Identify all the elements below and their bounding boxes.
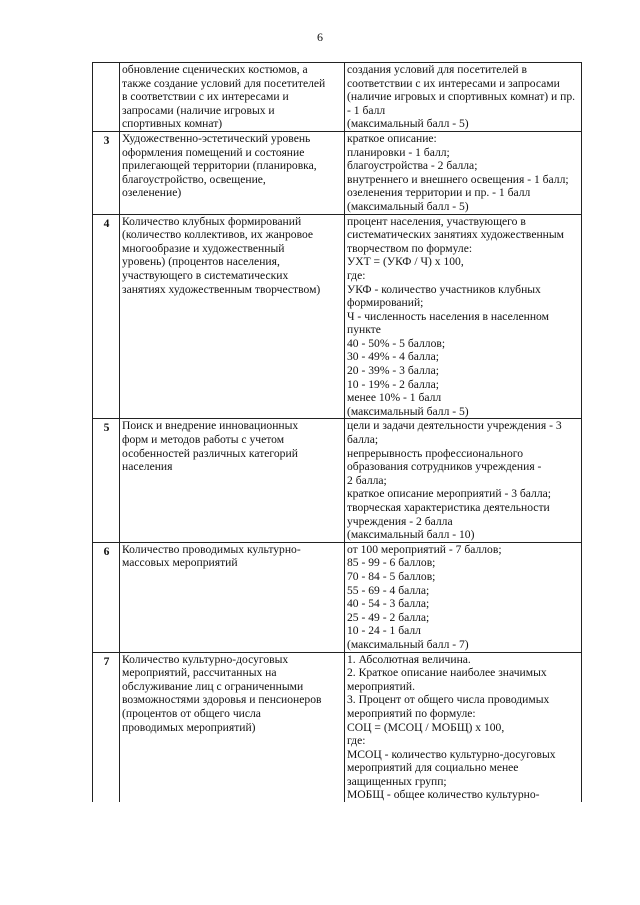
description-line: СОЦ = (МСОЦ / МОБЩ) x 100, (347, 720, 505, 734)
criterion-line: особенностей различных категорий (122, 446, 298, 460)
criterion-line: Поиск и внедрение инновационных (122, 419, 299, 433)
description-line: 55 - 69 - 4 балла; (347, 583, 430, 597)
description-line: 2 балла; (347, 473, 387, 487)
description-line: (максимальный балл - 7) (347, 637, 469, 651)
criterion-cell (120, 63, 345, 132)
scoring-description-cell (345, 542, 582, 652)
description-line: 70 - 84 - 5 баллов; (347, 569, 436, 583)
criterion-cell (120, 214, 345, 419)
description-line: 10 - 19% - 2 балла; (347, 377, 439, 391)
scoring-description-cell (345, 63, 582, 132)
description-line: процент населения, участвующего в (347, 214, 526, 228)
description-line: 85 - 99 - 6 баллов; (347, 556, 436, 570)
criterion-line: Художественно-эстетический уровень (122, 131, 311, 145)
scoring-description-cell (345, 652, 582, 802)
criterion-line: оформления помещений и состояние (122, 145, 305, 159)
description-line: непрерывность профессионального (347, 446, 524, 460)
criterion-line: Количество культурно-досуговых (122, 652, 289, 666)
criterion-line: Количество клубных формирований (122, 214, 302, 228)
criterion-line: озеленение) (122, 186, 182, 200)
criterion-line: Количество проводимых культурно- (122, 542, 301, 556)
description-line: УХТ = (УКФ / Ч) x 100, (347, 255, 464, 269)
criteria-table (92, 62, 582, 802)
description-line: внутреннего и внешнего освещения - 1 балл; (347, 172, 569, 186)
description-line: формирований; (347, 296, 424, 310)
table-row (93, 419, 582, 542)
description-line: творчеством по формуле: (347, 241, 473, 255)
description-line: (максимальный балл - 5) (347, 404, 469, 418)
description-line: озеленения территории и пр. - 1 балл (347, 186, 531, 200)
description-line: (максимальный балл - 10) (347, 528, 475, 542)
criterion-line: возможностями здоровья и пенсионеров (122, 693, 322, 707)
description-line: систематических занятиях художественным (347, 228, 565, 242)
scoring-description-cell (345, 131, 582, 214)
description-line: 40 - 54 - 3 балла; (347, 597, 430, 611)
description-line: (максимальный балл - 5) (347, 199, 469, 213)
criterion-line: в соответствии с их интересами и (122, 90, 289, 104)
description-line: создания условий для посетителей в (347, 63, 527, 76)
criterion-line: проводимых мероприятий) (122, 720, 256, 734)
criterion-cell (120, 419, 345, 542)
table-row (93, 214, 582, 419)
description-line: планировки - 1 балл; (347, 145, 450, 159)
description-line: мероприятий по формуле: (347, 706, 476, 720)
scoring-description-cell (345, 214, 582, 419)
description-line: 40 - 50% - 5 баллов; (347, 336, 446, 350)
description-line: УКФ - количество участников клубных (347, 282, 541, 296)
description-line: благоустройства - 2 балла; (347, 159, 478, 173)
criterion-line: запросами (наличие игровых и (122, 103, 275, 117)
description-line: 3. Процент от общего числа проводимых (347, 693, 550, 707)
page-number: 6 (317, 30, 323, 44)
criterion-line: (процентов от общего числа (122, 706, 261, 720)
description-line: соответствии с их интересами и запросами (347, 76, 560, 90)
row-number: 3 (93, 131, 120, 214)
criterion-line: (количество коллективов, их жанровое (122, 228, 314, 242)
row-number: 6 (93, 542, 120, 652)
description-line: (наличие игровых и спортивных комнат) и пр. (347, 90, 576, 104)
description-line: где: (347, 734, 366, 748)
table-row (93, 131, 582, 214)
table-row (93, 542, 582, 652)
criterion-line: занятиях художественным творчеством) (122, 282, 321, 296)
description-line: 1. Абсолютная величина. (347, 652, 471, 666)
description-line: 10 - 24 - 1 балл (347, 624, 421, 638)
criterion-line: многообразие и художественный (122, 241, 285, 255)
description-line: балла; (347, 433, 379, 447)
criterion-line: благоустройство, освещение, (122, 172, 266, 186)
table-row (93, 63, 582, 132)
criterion-line: участвующего в систематических (122, 268, 289, 282)
description-line: МСОЦ - количество культурно-досуговых (347, 747, 556, 761)
row-number: 5 (93, 419, 120, 542)
description-line: где: (347, 268, 366, 282)
description-line: краткое описание: (347, 131, 437, 145)
description-line: образования сотрудников учреждения - (347, 460, 542, 474)
description-line: 2. Краткое описание наиболее значимых (347, 666, 547, 680)
criterion-line: форм и методов работы с учетом (122, 433, 285, 447)
description-line: 30 - 49% - 4 балла; (347, 350, 439, 364)
criterion-line: обновление сценических костюмов, а (122, 63, 308, 76)
criterion-line: спортивных комнат) (122, 117, 223, 131)
description-line: мероприятий для социально менее (347, 761, 519, 775)
description-line: 20 - 39% - 3 балла; (347, 364, 439, 378)
criterion-cell (120, 652, 345, 802)
criterion-line: мероприятий, рассчитанных на (122, 666, 277, 680)
description-line: - 1 балл (347, 103, 386, 117)
table-row (93, 652, 582, 802)
description-line: (максимальный балл - 5) (347, 117, 469, 131)
description-line: менее 10% - 1 балл (347, 391, 442, 405)
criterion-cell (120, 131, 345, 214)
criterion-line: также создание условий для посетителей (122, 76, 326, 90)
criterion-line: прилегающей территории (планировка, (122, 159, 317, 173)
description-line: пункте (347, 323, 381, 337)
criterion-line: населения (122, 460, 173, 474)
description-line: творческая характеристика деятельности (347, 501, 550, 514)
description-line: защищенных групп; (347, 774, 447, 788)
scoring-description-cell (345, 419, 582, 542)
description-line: от 100 мероприятий - 7 баллов; (347, 542, 502, 556)
criterion-line: уровень) (процентов населения, (122, 255, 280, 269)
description-line: Ч - численность населения в населенном (347, 309, 549, 323)
description-line: учреждения - 2 балла (347, 514, 453, 528)
criterion-line: массовых мероприятий (122, 556, 238, 570)
criterion-cell (120, 542, 345, 652)
description-line: МОБЩ - общее количество культурно- (347, 788, 540, 802)
row-number: 7 (93, 652, 120, 802)
criterion-line: обслуживание лиц с ограниченными (122, 679, 304, 693)
description-line: мероприятий. (347, 679, 415, 693)
row-number: 4 (93, 214, 120, 419)
description-line: краткое описание мероприятий - 3 балла; (347, 487, 551, 501)
description-line: цели и задачи деятельности учреждения - 3 (347, 419, 562, 433)
description-line: 25 - 49 - 2 балла; (347, 610, 430, 624)
row-number (93, 63, 120, 132)
